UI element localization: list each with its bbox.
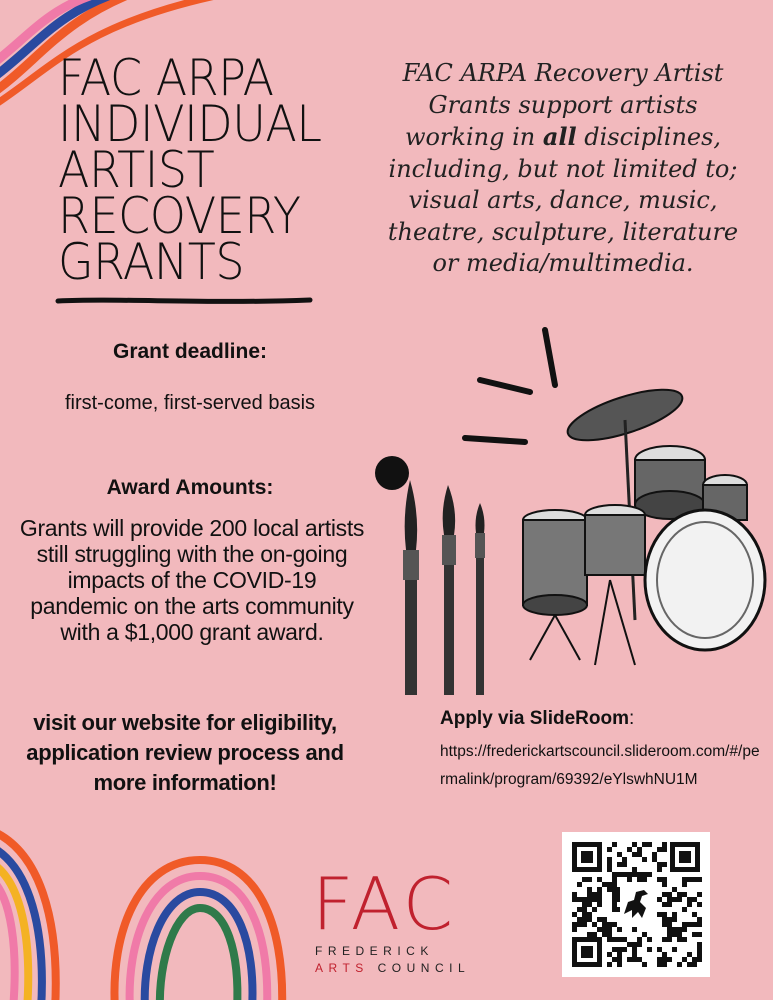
apply-heading-colon: : [628, 708, 635, 729]
intro-emphasis: all [542, 122, 577, 151]
deadline-value: first-come, first-served basis [64, 392, 316, 414]
title-line: INDIVIDUAL [58, 95, 322, 153]
intro-text-part: FAC ARPA Recovery Artist Grants support artists working in [402, 59, 724, 151]
intro-text-part: disciplines, including, but not limited to; visual arts, dance, music, theatre, sculpture, literature or media/multimedia. [387, 123, 739, 277]
title-line: GRANTS [58, 233, 245, 291]
apply-heading [440, 708, 634, 730]
title-underline-stroke [58, 296, 310, 306]
fac-logo-council: COUNCIL [368, 961, 471, 975]
fac-logo-line1: FREDERICK [315, 944, 434, 958]
intro-text [378, 58, 748, 280]
poster-title [58, 49, 362, 291]
deadline-heading: Grant deadline: [112, 340, 268, 363]
fac-logo-line2 [315, 961, 470, 975]
title-line: RECOVERY [58, 187, 301, 245]
website-cta: visit our website for eligibility, application review process and more information! [26, 710, 344, 795]
fac-logo-letters: FAC [312, 862, 458, 946]
award-text: Grants will provide 200 local artists still struggling with the on-going impacts of the COVID-19 pandemic on the arts community with a $1,000 grant award. [19, 515, 365, 645]
apply-url-link[interactable]: https://frederickartscouncil.slideroom.com/#/permalink/program/69392/eYlswhNU1M [440, 743, 760, 788]
fac-logo-arts: ARTS [315, 961, 369, 975]
title-line: ARTIST [58, 141, 215, 199]
apply-heading-label: Apply via SlideRoom [440, 708, 629, 729]
award-heading: Award Amounts: [106, 476, 274, 499]
qr-code[interactable] [562, 832, 710, 977]
drum-kit-illustration [460, 320, 740, 690]
title-line: FAC ARPA [58, 49, 274, 107]
qr-code-pattern [562, 832, 710, 977]
